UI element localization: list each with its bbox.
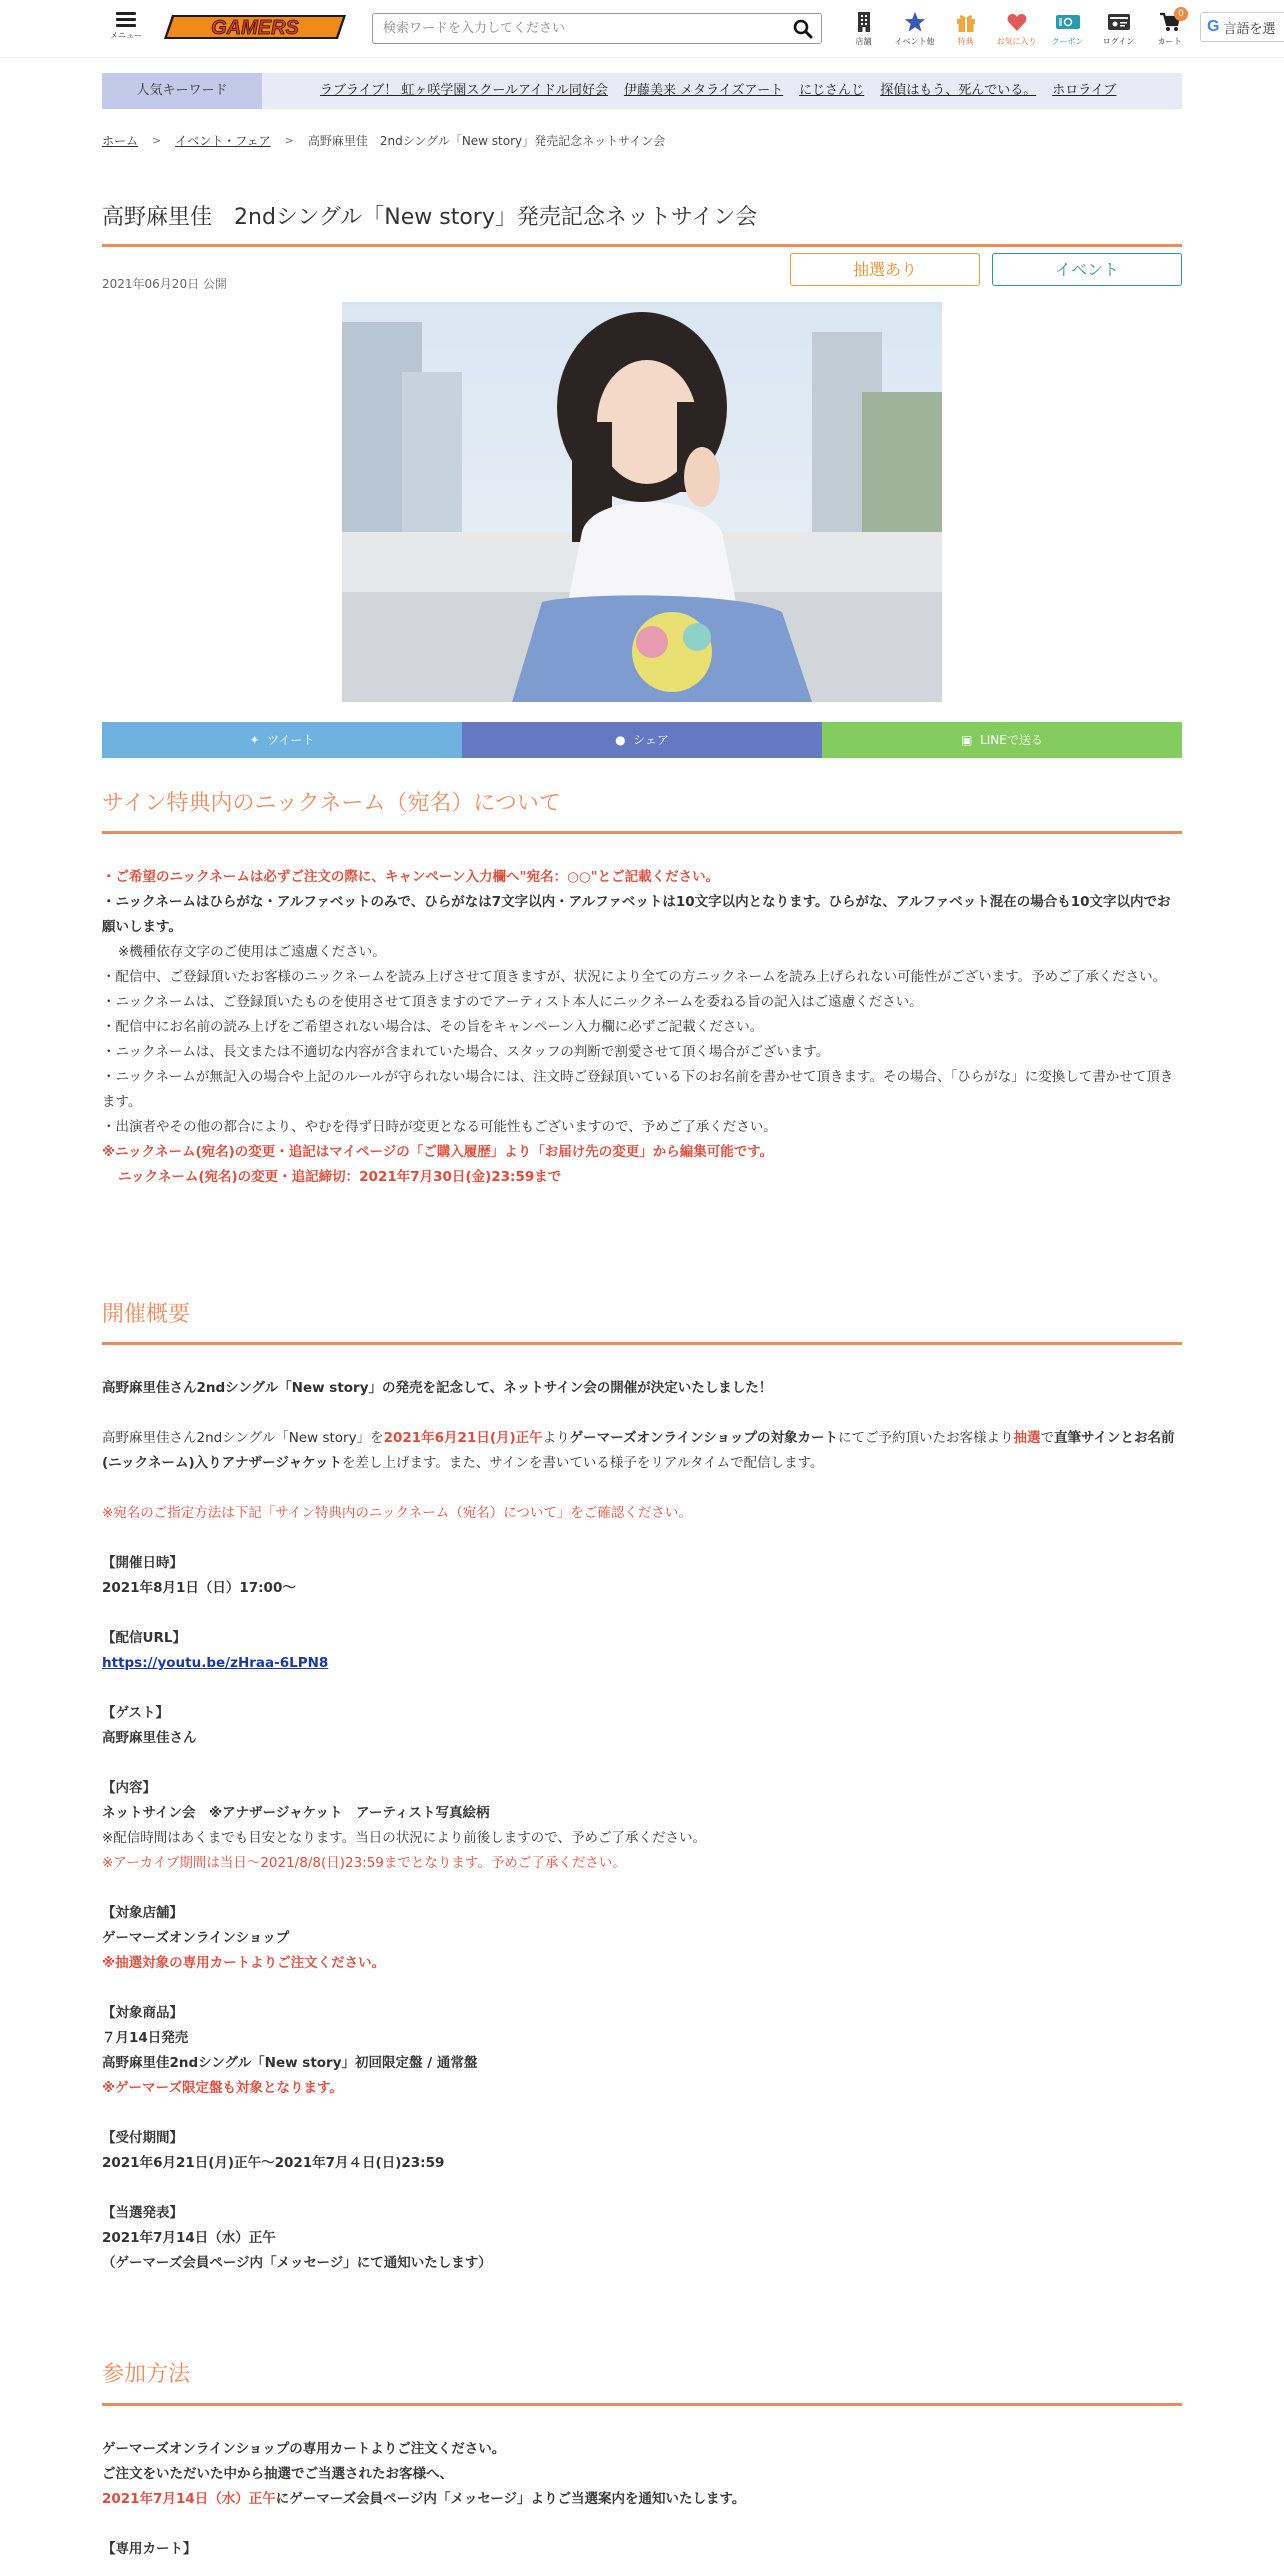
- section-divider: [102, 2403, 1182, 2406]
- facebook-share-button[interactable]: [462, 722, 822, 758]
- favorites-label: お気に入り: [996, 37, 1037, 46]
- guest-heading: 【ゲスト】: [102, 1705, 169, 1721]
- keyword-link[interactable]: ラブライブ！ 虹ヶ咲学園スクールアイドル同好会: [320, 83, 608, 98]
- nickname-rule-line: ・ご希望のニックネームは必ずご注文の際に、キャンペーン入力欄へ"宛名：○○"とご記載ください。: [102, 869, 720, 885]
- howto-line: ご注文をいただいた中から抽選でご当選されたお客様へ、: [102, 2466, 453, 2482]
- target-store-note: ※抽選対象の専用カートよりご注文ください。: [102, 1955, 386, 1971]
- target-store-heading: 【対象店舗】: [102, 1905, 183, 1921]
- howto-heading: 参加方法: [102, 2362, 191, 2387]
- nickname-rule-line: ・ニックネームは、長文または不適切な内容が含まれていた場合、スタッフの判断で割愛させて頂く場合がございます。: [102, 1044, 830, 1060]
- overview-note: ※宛名のご指定方法は下記「サイン特典内のニックネーム（宛名）について」をご確認ください。: [102, 1505, 692, 1521]
- overview-intro: 高野麻里佳さん2ndシングル「New story」の発売を記念して、ネットサイン会の開催が決定いたしました！: [102, 1380, 773, 1396]
- nickname-rule-line: ・ニックネームは、ご登録頂いたものを使用させて頂きますのでアーティスト本人にニックネームを委ねる旨の記入はご遠慮ください。: [102, 994, 923, 1010]
- store-label: 店舗: [855, 37, 872, 46]
- search-input[interactable]: [373, 14, 773, 43]
- lottery-tag-button[interactable]: 抽選あり: [790, 253, 980, 286]
- favorites-button[interactable]: [991, 11, 1042, 51]
- search-box: [372, 13, 822, 44]
- menu-label: メニュー: [110, 31, 142, 40]
- nickname-rule-line: ・配信中、ご登録頂いたお客様のニックネームを読み上げさせて頂きますが、状況により全ての方ニックネームを読み上げられない可能性がございます。予めご了承ください。: [102, 969, 1167, 985]
- target-product-release: ７月14日発売: [102, 2030, 189, 2046]
- result-heading: 【当選発表】: [102, 2205, 183, 2221]
- star-icon: [904, 11, 926, 33]
- keyword-link[interactable]: 探偵はもう、死んでいる。: [880, 83, 1037, 98]
- nickname-rule-line: ・出演者やその他の都合により、やむを得ず日時が変更となる可能性もございますので、予めご了承ください。: [102, 1119, 777, 1135]
- cart-label: カート: [1157, 37, 1182, 46]
- howto-line: ゲーマーズオンラインショップの専用カートよりご注文ください。: [102, 2441, 506, 2457]
- guest-value: 高野麻里佳さん: [102, 1730, 197, 1746]
- event-button[interactable]: [889, 11, 940, 51]
- breadcrumb: [102, 132, 665, 149]
- hamburger-icon: [116, 12, 136, 27]
- breadcrumb-current: 高野麻里佳 2ndシングル「New story」発売記念ネットサイン会: [307, 134, 666, 148]
- nickname-rule-line: ・配信中にお名前の読み上げをご希望されない場合は、その旨をキャンペーン入力欄に必ずご記載ください。: [102, 1019, 764, 1035]
- event-date-heading: 【開催日時】: [102, 1555, 183, 1571]
- section-divider: [102, 1342, 1182, 1345]
- search-icon[interactable]: [793, 19, 813, 39]
- overview-body: [102, 1376, 1182, 2276]
- language-label: 言語を選: [1223, 21, 1276, 37]
- archive-note: ※アーカイブ期間は当日～2021/8/8(日)23:59までとなります。予めご了承ください。: [102, 1855, 626, 1871]
- keyword-link[interactable]: ホロライブ: [1052, 83, 1117, 98]
- menu-button[interactable]: [102, 12, 150, 41]
- breadcrumb-home[interactable]: ホーム: [102, 134, 139, 148]
- overview-heading: 開催概要: [102, 1302, 191, 1327]
- target-product-note: ※ゲーマーズ限定盤も対象となります。: [102, 2080, 343, 2096]
- login-button[interactable]: [1093, 11, 1144, 51]
- line-share-button[interactable]: [822, 722, 1182, 758]
- dedicated-cart-heading: 【専用カート】: [102, 2541, 197, 2557]
- facebook-label: シェア: [633, 733, 669, 747]
- event-label: イベント他: [894, 37, 935, 46]
- stream-url-link[interactable]: https://youtu.be/zHraa-6LPN8: [102, 1655, 329, 1671]
- nickname-rule-line: ※ニックネーム(宛名)の変更・追記はマイページの「ご購入履歴」より「お届け先の変更」から編集可能です。: [102, 1144, 774, 1160]
- google-translate-icon: G: [1207, 18, 1220, 35]
- bonus-label: 特典: [957, 37, 974, 46]
- nickname-section-body: [102, 865, 1182, 1190]
- chevron-right-icon: >: [152, 134, 162, 147]
- event-tag-button[interactable]: イベント: [992, 253, 1182, 286]
- publish-date: 2021年06月20日 公開: [102, 277, 227, 291]
- nickname-rule-line: ・ニックネームはひらがな・アルファベットのみで、ひらがなは7文字以内・アルファベットは10文字以内となります。ひらがな、アルファベット混在の場合も10文字以内でお願いします。: [102, 894, 1171, 935]
- reception-period-heading: 【受付期間】: [102, 2130, 183, 2146]
- keyword-link[interactable]: にじさんじ: [799, 83, 865, 98]
- stream-url-heading: 【配信URL】: [102, 1630, 186, 1646]
- target-store-value: ゲーマーズオンラインショップ: [102, 1930, 290, 1946]
- id-card-icon: [1107, 11, 1131, 33]
- store-button[interactable]: [838, 11, 889, 51]
- content-value: ネットサイン会 ※アナザージャケット アーティスト写真絵柄: [102, 1805, 490, 1821]
- twitter-icon: ✦: [249, 733, 268, 747]
- target-product-name: 高野麻里佳2ndシングル「New story」初回限定盤 / 通常盤: [102, 2055, 478, 2071]
- header-icon-nav: [838, 11, 1195, 51]
- line-icon: ▣: [961, 733, 981, 747]
- coupon-icon: [1055, 11, 1081, 33]
- bonus-button[interactable]: [940, 11, 991, 51]
- share-bar: [102, 722, 1182, 758]
- popular-keywords-list: [320, 73, 1116, 109]
- howto-line: 2021年7月14日（水）正午にゲーマーズ会員ページ内「メッセージ」よりご当選案内を通知いたします。: [102, 2491, 746, 2507]
- coupon-label: クーポン: [1051, 37, 1084, 46]
- cart-count-badge: 0: [1174, 7, 1188, 21]
- nickname-rule-line: ・ニックネームが無記入の場合や上記のルールが守られない場合には、注文時ご登録頂いている下のお名前を書かせて頂きます。その場合、「ひらがな」に変換して書かせて頂きます。: [102, 1069, 1174, 1110]
- nickname-deadline: ニックネーム(宛名)の変更・追記締切：2021年7月30日(金)23:59まで: [118, 1169, 562, 1185]
- chevron-right-icon: >: [284, 134, 294, 147]
- nickname-rule-line: ※機種依存文字のご使用はご遠慮ください。: [118, 944, 386, 960]
- result-date: 2021年7月14日（水）正午: [102, 2230, 276, 2246]
- breadcrumb-category[interactable]: イベント・フェア: [175, 134, 271, 148]
- popular-keywords-bar: [102, 73, 1182, 109]
- content-note: ※配信時間はあくまでも目安となります。当日の状況により前後しますので、予めご了承ください。: [102, 1830, 706, 1846]
- logo-text: GAMERS: [211, 17, 299, 39]
- popular-keywords-label: 人気キーワード: [102, 73, 262, 109]
- howto-body: [102, 2437, 1182, 2562]
- store-icon: [853, 11, 875, 33]
- event-date-value: 2021年8月1日（日）17:00～: [102, 1580, 296, 1596]
- tweet-button[interactable]: [102, 722, 462, 758]
- tweet-label: ツイート: [267, 733, 315, 747]
- page-title: 高野麻里佳 2ndシングル「New story」発売記念ネットサイン会: [102, 205, 758, 230]
- reception-period-value: 2021年6月21日(月)正午～2021年7月４日(日)23:59: [102, 2155, 445, 2171]
- line-label: LINEで送る: [980, 733, 1043, 747]
- target-product-heading: 【対象商品】: [102, 2005, 183, 2021]
- heart-icon: [1006, 11, 1028, 33]
- nickname-section-heading: サイン特典内のニックネーム（宛名）について: [102, 791, 561, 816]
- login-label: ログイン: [1102, 37, 1135, 46]
- cart-button[interactable]: [1144, 11, 1195, 51]
- facebook-icon: ●: [615, 733, 634, 747]
- result-method: （ゲーマーズ会員ページ内「メッセージ」にて通知いたします）: [102, 2255, 492, 2271]
- section-divider: [102, 831, 1182, 834]
- gamers-logo[interactable]: [164, 13, 346, 41]
- content-heading: 【内容】: [102, 1780, 156, 1796]
- site-header: [0, 0, 1284, 58]
- title-divider: [102, 244, 1182, 247]
- artist-photo: [342, 302, 942, 702]
- keyword-link[interactable]: 伊藤美来 メタライズアート: [623, 83, 784, 98]
- language-select-button[interactable]: [1200, 12, 1284, 42]
- gift-icon: [955, 11, 977, 33]
- coupon-button[interactable]: [1042, 11, 1093, 51]
- overview-description: 高野麻里佳さん2ndシングル「New story」を2021年6月21日(月)正午よりゲーマーズオンラインショップの対象カートにてご予約頂いたお客様より抽選で直筆サインとお名前(ニックネーム)入りアナザージャケットを差し上げます。また、サインを書いている様子をリアルタイムで配信します。: [102, 1430, 1175, 1471]
